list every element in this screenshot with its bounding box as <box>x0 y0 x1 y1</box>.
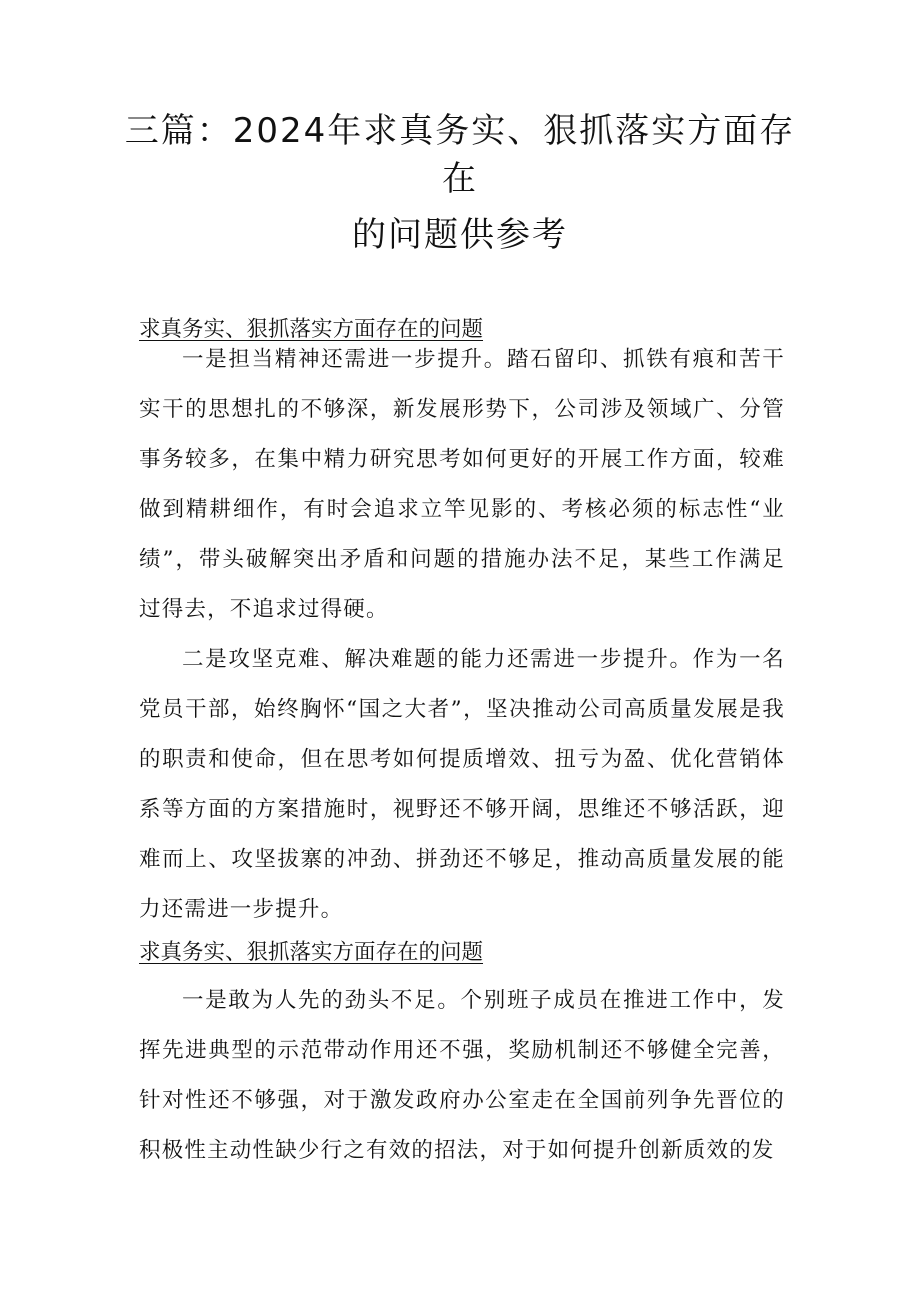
section-2-heading: 求真务实、狠抓落实方面存在的问题 <box>139 940 484 965</box>
document-title-line-1: 三篇：2024年求真务实、狠抓落实方面存 <box>124 111 796 151</box>
section-2-paragraph-1: 一是敢为人先的劲头不足。个别班子成员在推进工作中，发挥先进典型的示范带动作用还不强，奖励机制还不够健全完善，针对性还不够强，对于激发政府办公室走在全国前列争先晋位的积极性主动性缺少行之有效的招法，对于如何提升创新质效的发 <box>139 988 785 1163</box>
section-1-paragraph-1: 一是担当精神还需进一步提升。踏石留印、抓铁有痕和苦干实干的思想扎的不够深，新发展形势下，公司涉及领域广、分管事务较多，在集中精力研究思考如何更好的开展工作方面，较难做到精耕细作，有时会追求立竿见影的、考核必须的标志性“业绩”，带头破解突出矛盾和问题的措施办法不足，某些工作满足过得去，不追求过得硬。 <box>139 347 785 622</box>
section-1-heading: 求真务实、狠抓落实方面存在的问题 <box>139 317 484 342</box>
document-title-line-2: 在 <box>442 159 478 199</box>
document-title-line-3: 的问题供参考 <box>352 215 568 255</box>
section-1-paragraph-2: 二是攻坚克难、解决难题的能力还需进一步提升。作为一名党员干部，始终胸怀“国之大者”，坚决推动公司高质量发展是我的职责和使命，但在思考如何提质增效、扭亏为盈、优化营销体系等方面的方案措施时，视野还不够开阔，思维还不够活跃，迎难而上、攻坚拔寨的冲劲、拼劲还不够足，推动高质量发展的能力还需进一步提升。 <box>139 647 785 922</box>
